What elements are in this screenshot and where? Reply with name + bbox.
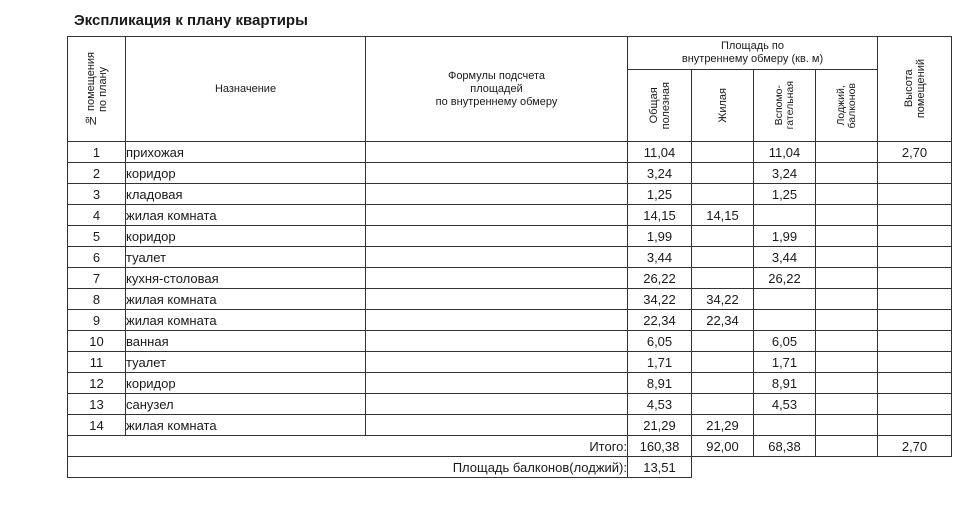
table-row: [68, 142, 952, 163]
room-name-cell: жилая комната: [126, 205, 366, 226]
formula-cell: [366, 205, 628, 226]
room-number-cell: 6: [68, 247, 126, 268]
room-number-cell: 7: [68, 268, 126, 289]
height-cell: [878, 394, 952, 415]
room-name-cell: коридор: [126, 226, 366, 247]
aux-area-cell: 6,05: [754, 331, 816, 352]
header-total-useful: [628, 70, 692, 142]
aux-area-cell: 4,53: [754, 394, 816, 415]
loggia-area-cell: [816, 331, 878, 352]
header-auxiliary: [754, 70, 816, 142]
aux-area-cell: [754, 205, 816, 226]
living-area-cell: 34,22: [692, 289, 754, 310]
table-row: [68, 373, 952, 394]
room-number-cell: 13: [68, 394, 126, 415]
formula-cell: [366, 226, 628, 247]
height-cell: [878, 163, 952, 184]
table-row: [68, 415, 952, 436]
totals-loggia: [816, 436, 878, 457]
height-cell: [878, 415, 952, 436]
room-number-cell: 9: [68, 310, 126, 331]
formula-cell: [366, 247, 628, 268]
page-title: Экспликация к плану квартиры: [74, 12, 308, 29]
table-row: [68, 247, 952, 268]
header-total-useful-label: Общая полезная: [647, 81, 672, 130]
header-loggias: [816, 70, 878, 142]
room-number-cell: 3: [68, 184, 126, 205]
table-row: [68, 163, 952, 184]
formula-cell: [366, 352, 628, 373]
total-area-cell: 8,91: [628, 373, 692, 394]
balconies-value: 13,51: [628, 457, 692, 478]
living-area-cell: [692, 352, 754, 373]
total-area-cell: 21,29: [628, 415, 692, 436]
living-area-cell: 22,34: [692, 310, 754, 331]
room-name-cell: жилая комната: [126, 415, 366, 436]
balconies-row: [68, 457, 952, 478]
table-row: [68, 268, 952, 289]
totals-label: Итого:: [68, 436, 628, 457]
height-cell: [878, 331, 952, 352]
header-room-number: [68, 37, 126, 142]
header-formulas: [366, 37, 628, 142]
room-name-cell: жилая комната: [126, 310, 366, 331]
room-name-cell: прихожая: [126, 142, 366, 163]
table-row: [68, 331, 952, 352]
room-number-cell: 14: [68, 415, 126, 436]
balconies-label: Площадь балконов(лоджий):: [68, 457, 628, 478]
living-area-cell: [692, 331, 754, 352]
totals-row: [68, 436, 952, 457]
room-number-cell: 12: [68, 373, 126, 394]
height-cell: [878, 289, 952, 310]
height-cell: [878, 247, 952, 268]
header-purpose-label: Назначение: [214, 82, 277, 95]
room-name-cell: санузел: [126, 394, 366, 415]
loggia-area-cell: [816, 163, 878, 184]
total-area-cell: 26,22: [628, 268, 692, 289]
living-area-cell: [692, 142, 754, 163]
aux-area-cell: 1,99: [754, 226, 816, 247]
room-name-cell: туалет: [126, 352, 366, 373]
aux-area-cell: [754, 415, 816, 436]
room-number-cell: 5: [68, 226, 126, 247]
explication-table: [67, 36, 952, 478]
room-name-cell: жилая комната: [126, 289, 366, 310]
room-number-cell: 10: [68, 331, 126, 352]
room-number-cell: 8: [68, 289, 126, 310]
living-area-cell: [692, 163, 754, 184]
aux-area-cell: 11,04: [754, 142, 816, 163]
table-row: [68, 226, 952, 247]
living-area-cell: [692, 247, 754, 268]
loggia-area-cell: [816, 205, 878, 226]
living-area-cell: 14,15: [692, 205, 754, 226]
height-cell: [878, 268, 952, 289]
totals-aux: 68,38: [754, 436, 816, 457]
header-living: [692, 70, 754, 142]
table-body: [68, 142, 952, 436]
loggia-area-cell: [816, 289, 878, 310]
header-area-group-label: Площадь по внутреннему обмеру (кв. м): [681, 40, 824, 65]
loggia-area-cell: [816, 394, 878, 415]
room-name-cell: кухня-столовая: [126, 268, 366, 289]
room-name-cell: коридор: [126, 373, 366, 394]
height-cell: [878, 373, 952, 394]
total-area-cell: 4,53: [628, 394, 692, 415]
total-area-cell: 6,05: [628, 331, 692, 352]
aux-area-cell: 8,91: [754, 373, 816, 394]
room-name-cell: коридор: [126, 163, 366, 184]
total-area-cell: 1,71: [628, 352, 692, 373]
header-loggias-label: Лоджий, балконов: [834, 82, 858, 129]
loggia-area-cell: [816, 310, 878, 331]
formula-cell: [366, 331, 628, 352]
totals-total: 160,38: [628, 436, 692, 457]
formula-cell: [366, 184, 628, 205]
loggia-area-cell: [816, 247, 878, 268]
table-row: [68, 394, 952, 415]
formula-cell: [366, 310, 628, 331]
formula-cell: [366, 373, 628, 394]
living-area-cell: 21,29: [692, 415, 754, 436]
aux-area-cell: 1,71: [754, 352, 816, 373]
room-name-cell: кладовая: [126, 184, 366, 205]
header-auxiliary-label: Вспомо- гательная: [772, 81, 796, 130]
header-room-number-label: № помещения по плану: [84, 51, 109, 127]
height-cell: [878, 352, 952, 373]
formula-cell: [366, 394, 628, 415]
height-cell: [878, 205, 952, 226]
loggia-area-cell: [816, 226, 878, 247]
loggia-area-cell: [816, 142, 878, 163]
formula-cell: [366, 268, 628, 289]
header-height-label: Высота помещений: [902, 59, 927, 119]
living-area-cell: [692, 268, 754, 289]
height-cell: [878, 310, 952, 331]
total-area-cell: 1,25: [628, 184, 692, 205]
loggia-area-cell: [816, 268, 878, 289]
loggia-area-cell: [816, 373, 878, 394]
living-area-cell: [692, 373, 754, 394]
total-area-cell: 14,15: [628, 205, 692, 226]
formula-cell: [366, 142, 628, 163]
total-area-cell: 3,24: [628, 163, 692, 184]
room-number-cell: 11: [68, 352, 126, 373]
room-number-cell: 2: [68, 163, 126, 184]
table-row: [68, 352, 952, 373]
loggia-area-cell: [816, 352, 878, 373]
aux-area-cell: 26,22: [754, 268, 816, 289]
height-cell: [878, 184, 952, 205]
total-area-cell: 11,04: [628, 142, 692, 163]
room-number-cell: 1: [68, 142, 126, 163]
total-area-cell: 1,99: [628, 226, 692, 247]
aux-area-cell: 3,24: [754, 163, 816, 184]
header-area-group: [628, 37, 878, 70]
room-number-cell: 4: [68, 205, 126, 226]
living-area-cell: [692, 184, 754, 205]
aux-area-cell: [754, 289, 816, 310]
totals-living: 92,00: [692, 436, 754, 457]
room-name-cell: ванная: [126, 331, 366, 352]
table-row: [68, 289, 952, 310]
totals-height: 2,70: [878, 436, 952, 457]
aux-area-cell: 1,25: [754, 184, 816, 205]
aux-area-cell: 3,44: [754, 247, 816, 268]
table-row: [68, 205, 952, 226]
total-area-cell: 22,34: [628, 310, 692, 331]
living-area-cell: [692, 394, 754, 415]
loggia-area-cell: [816, 184, 878, 205]
aux-area-cell: [754, 310, 816, 331]
header-formulas-label: Формулы подсчета площадей по внутреннему обмеру: [435, 69, 558, 108]
header-height: [878, 37, 952, 142]
height-cell: [878, 226, 952, 247]
formula-cell: [366, 289, 628, 310]
loggia-area-cell: [816, 415, 878, 436]
formula-cell: [366, 415, 628, 436]
table-row: [68, 184, 952, 205]
total-area-cell: 34,22: [628, 289, 692, 310]
formula-cell: [366, 163, 628, 184]
height-cell: 2,70: [878, 142, 952, 163]
table-row: [68, 310, 952, 331]
header-purpose: [126, 37, 366, 142]
living-area-cell: [692, 226, 754, 247]
room-name-cell: туалет: [126, 247, 366, 268]
header-living-label: Жилая: [716, 88, 729, 123]
total-area-cell: 3,44: [628, 247, 692, 268]
